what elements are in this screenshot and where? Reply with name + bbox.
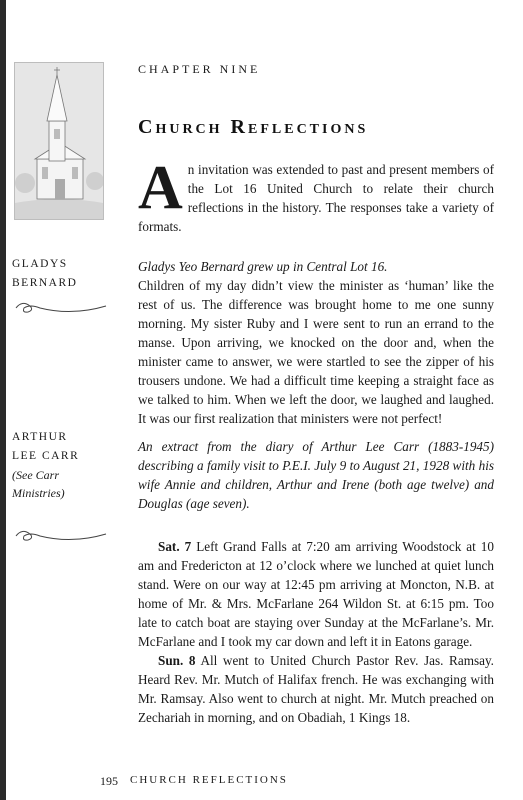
chapter-label: CHAPTER NINE <box>138 62 261 76</box>
diary-entry-text: Left Grand Falls at 7:20 am arriving Woodstock at 10 am and Fredericton at 12 o’clock where we lunched at quiet lunch stand. Were on our way at 12:45 pm arriving at Moncton, N.B. at home of Mr. & Mrs. McFarlane 264 Wildon St. at 6:15 pm. Too late to catch boat are staying over Sunday at the McFarlane’s. Mr. McFarlane and I took my car down and left it in Eatons garage. <box>138 539 494 649</box>
drop-cap: A <box>138 154 183 222</box>
church-drawing-icon <box>15 63 103 219</box>
sidebar-name-line1: ARTHUR <box>12 431 68 443</box>
running-head: CHURCH REFLECTIONS <box>130 774 288 786</box>
diary-entry <box>138 651 494 727</box>
diary-entry-text: All went to United Church Pastor Rev. Jas. Ramsay. Heard Rev. Mr. Mutch of Halifax french. He was exchanging with Mr. Ramsay. Also went to church at night. Mr. Mutch preached on Zechariah in morning, and on Obadiah, 1 Kings 18. <box>138 653 494 725</box>
flourish-ornament-icon <box>12 296 108 320</box>
sidebar-name-line2: LEE CARR <box>12 450 80 462</box>
section-arthur-lee-carr <box>138 437 494 727</box>
section-body: Children of my day didn’t view the minister as ‘human’ like the rest of us. The difference was brought home to me one sunny morning. My sister Ruby and I were sent to run an errand to the manse. Upon arriving, we knocked on the door and, when the minister came to answer, we were startled to see the zipper of his trousers undone. We had a difficult time keeping a straight face as we talked to him. When we left the door, we laughed and laughed. It was our first realization that ministers were not perfect! <box>138 278 494 426</box>
section-lead: An extract from the diary of Arthur Lee Carr (1883-1945) describing a family visit to P.E.I. July 9 to August 21, 1928 with his wife Annie and children, Arthur and Irene (both age twelve) and Douglas (age seven). <box>138 439 494 511</box>
church-illustration <box>14 62 104 220</box>
chapter-title: Church Reflections <box>138 116 369 138</box>
page-number: 195 <box>100 774 118 788</box>
diary-entry <box>138 537 494 651</box>
intro-text: n invitation was extended to past and present members of the Lot 16 United Church to relate their church reflections in the history. The responses take a variety of formats. <box>138 162 494 234</box>
diary-entry-date: Sun. 8 <box>158 653 196 668</box>
sidebar-name-gladys-bernard <box>12 255 77 293</box>
page-footer <box>0 774 523 790</box>
flourish-ornament-icon <box>12 524 108 548</box>
page-binding-edge <box>0 0 6 800</box>
sidebar-name-line2: BERNARD <box>12 277 78 289</box>
sidebar-name-line1: GLADYS <box>12 258 68 270</box>
sidebar-note: (See Carr Ministries) <box>12 468 65 500</box>
section-gladys-bernard <box>138 257 494 428</box>
sidebar-name-arthur-lee-carr <box>12 428 79 466</box>
intro-paragraph <box>138 154 494 236</box>
diary-entry-date: Sat. 7 <box>158 539 192 554</box>
section-lead: Gladys Yeo Bernard grew up in Central Lot 16. <box>138 259 388 274</box>
